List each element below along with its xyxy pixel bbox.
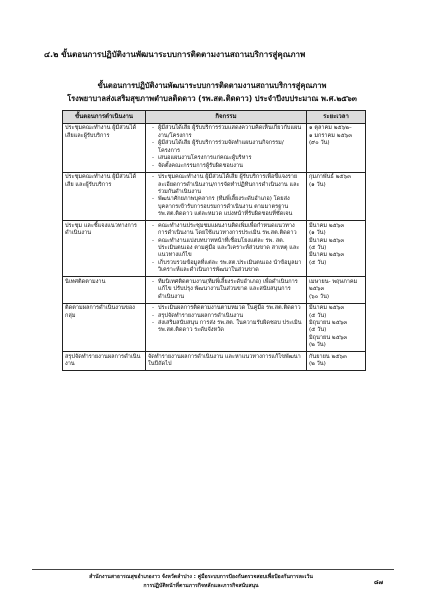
step-cell: ติดตามผลการดำเนินงานของกลุ่ม — [63, 303, 146, 352]
activity-text: ผู้มีส่วนได้เสีย ผู้รับบริการร่วมแสดงความคิดเห็นเกี่ยวกับแผนงาน/โครงการ — [158, 125, 302, 139]
period-line: มีนาคม ๒๕๖๓ — [309, 305, 345, 312]
activities-cell — [146, 303, 307, 352]
activity-text: คณะทำงานประชุมชมแผนงานติดเพิ่มเพื่อกำหนดแนวทางการดำเนินงาน โดยใช้แนวทางการประเมิน รพ.สต.ติดดาว — [158, 222, 297, 237]
table-row — [63, 303, 366, 352]
bullet-dash: - — [151, 312, 155, 319]
activities-cell — [146, 221, 307, 277]
bullet-dash: - — [151, 125, 155, 132]
header-step: ขั้นตอนการดำเนินงาน — [63, 111, 146, 124]
bullet-dash: - — [151, 259, 155, 266]
period-cell — [307, 123, 366, 172]
activity-text: ประชุมคณะทำงาน ผู้มีส่วนได้เสีย ผู้รับบริการเพื่อขี้แจงรายละเอียดการดำเนินงาน/การจัดทำปฏิทินการดำเนินงาน และร่วมกันดำเนินงาน — [158, 174, 300, 195]
footer-line-2: การปฏิบัติหน้าที่ตามภารกิจหลักและภารกิจสนับสนุน — [143, 583, 259, 589]
footer-line-1: สำนักงานสาธารณสุขอำเภองาว จังหวัดลำปาง : คู่มือระบบการป้องกันตรวจสอบเพื่อป้องกันการละเว้น — [89, 574, 313, 580]
bullet-dash: - — [151, 140, 155, 147]
period-line: มิถุนายน ๒๕๖๓ — [309, 334, 348, 341]
period-line: มีนาคม ๒๕๖๓ — [309, 237, 345, 244]
table-header-row — [63, 111, 366, 124]
period-cell — [307, 303, 366, 352]
activity-text: สรุปจัดทำรายงานผลการดำเนินงาน — [158, 312, 244, 319]
period-line: เมษายน- พฤษภาคม ๒๕๖๓ — [309, 278, 358, 293]
step-cell: นิเทศติดตามงาน — [63, 277, 146, 303]
activity-item — [148, 174, 304, 196]
period-line: (๙๐ วัน) — [309, 140, 330, 147]
activity-item — [148, 313, 304, 320]
period-line: มีนาคม ๒๕๖๓ — [309, 222, 345, 229]
period-line: (๕ วัน) — [309, 245, 327, 252]
bullet-dash: - — [151, 305, 155, 312]
activity-text: คณะทำงานแบ่งบทบาทหน้าที่เชื่อมโยงแต่ละ รพ. สต. ประเมินตนเอง ตามคู่มือ และวิเคราะห์ส่วนขาด สาเหตุ และแนวทางแก้ไข — [158, 237, 300, 259]
table-row — [63, 352, 366, 371]
period-cell — [307, 277, 366, 303]
activities-cell — [146, 123, 307, 172]
activity-item — [148, 140, 304, 155]
period-line: มีนาคม ๒๕๖๓ — [309, 252, 345, 259]
header-period: ระยะเวลา — [307, 111, 366, 124]
bullet-dash: - — [151, 278, 155, 285]
period-line: (๖๐ วัน) — [309, 293, 330, 300]
period-cell — [307, 221, 366, 277]
activity-item — [148, 223, 304, 238]
bullet-dash: - — [151, 155, 155, 162]
step-cell: ประชุมคณะทำงาน ผู้มีส่วนได้เสีย และผู้รับบริการ — [63, 172, 146, 221]
activity-text: เก็บรวบรวมข้อมูลที่แต่ละ รพ.สต.ประเมินตนเอง นำข้อมูลมาวิเคราะห์และดำเนินการพัฒนาในส่วนขาด — [158, 259, 302, 274]
activity-item — [148, 155, 304, 162]
activity-item — [148, 196, 304, 218]
activity-item — [148, 279, 304, 301]
activity-text: พัฒนาศักยภาพบุคลากร (ทีมพี่เลี้ยงระดับอำเภอ) โดยส่งบุคลากรเข้ารับการอบรมการดำเนินงาน ตามมาตรฐาน รพ.สต.ติดดาว แต่ละหมวด แบ่งหน้าที่รับผิดชอบที่ชัดเจน — [158, 196, 293, 218]
bullet-dash: - — [151, 196, 155, 203]
period-line: (๒ วัน) — [309, 361, 326, 368]
period-cell — [307, 352, 366, 371]
period-line: กันยายน ๒๕๖๓ — [309, 353, 347, 360]
bullet-dash: - — [151, 162, 155, 169]
activity-item — [148, 125, 304, 140]
activity-text: ผู้มีส่วนได้เสีย ผู้รับบริการร่วมจัดทำแผนงานกิจกรรม/โครงการ — [158, 140, 284, 154]
period-line: (๑ วัน) — [309, 181, 326, 188]
table-row — [63, 221, 366, 277]
activities-cell: จัดทำรายงานผลการดำเนินงาน และหาแนวทางการแก้ไขพัฒนา ในปีถัดไป — [146, 352, 307, 371]
period-line: ๑ มกราคม ๒๕๖๓ — [309, 132, 353, 139]
footer-divider — [32, 569, 394, 570]
period-line: (๑ วัน) — [309, 230, 326, 237]
activity-item — [148, 305, 304, 312]
page-heading: ๔.๒ ขั้นตอนการปฏิบัติงานพัฒนาระบบการติดตามงานสถานบริการสู่คุณภาพ — [44, 50, 306, 59]
period-line: กุมภาพันธ์ ๒๕๖๓ — [309, 174, 351, 181]
bullet-dash: - — [151, 319, 155, 326]
period-line: (๒ วัน) — [309, 342, 326, 349]
period-line: มิถุนายน ๒๕๖๓ — [309, 319, 348, 326]
activity-item — [148, 320, 304, 335]
activity-text: เสนอแผนงานโครงการแก่คณะผู้บริหาร — [158, 155, 252, 162]
activity-item — [148, 163, 304, 170]
period-cell — [307, 172, 366, 221]
step-cell: ประชุมคณะทำงาน ผู้มีส่วนได้เสียและผู้รับบริการ — [63, 123, 146, 172]
activity-text: ส่งเสริมสนับสนุน การส่ง รพ.สต. ในความรับผิดชอบ ประเมิน รพ.สต.ติดดาว ระดับจังหวัด — [158, 319, 302, 334]
activity-item — [148, 260, 304, 275]
bullet-dash: - — [151, 174, 155, 181]
activity-text: ประเมินผลการติดตามงานตามหมวด ในคู่มือ รพ.สต.ติดดาว — [158, 305, 301, 312]
step-cell: ประชุม และชี้แจงแนวทางการดำเนินงาน — [63, 221, 146, 277]
activities-cell — [146, 277, 307, 303]
activity-item — [148, 238, 304, 260]
activities-cell — [146, 172, 307, 221]
period-line: (๕ วัน) — [309, 312, 327, 319]
period-line: ๑ ตุลาคม ๒๕๖๒– — [309, 125, 352, 132]
period-line: (๕ วัน) — [309, 259, 327, 266]
page-number: ๘๗ — [374, 579, 384, 586]
step-cell: สรุปจัดทำรายงานผลการดำเนินงาน — [63, 352, 146, 371]
table-row — [63, 172, 366, 221]
bullet-dash: - — [151, 237, 155, 244]
period-line: (๕ วัน) — [309, 327, 327, 334]
activity-text: ทีมนิเทศติดตามงาน(ทีมพี่เลี้ยงระดับอำเภอ) เพื่อดำเนินการแก้ไข ปรับปรุง พัฒนางานในส่วนขาด และสนับสนุนการดำเนินงาน — [158, 278, 298, 300]
header-activities: กิจกรรม — [146, 111, 307, 124]
bullet-dash: - — [151, 222, 155, 229]
table-subtitle: โรงพยาบาลส่งเสริมสุขภาพตำบลติดดาว (รพ.สต.ติดดาว) ประจำปีงบประมาณ พ.ศ.๒๕๖๓ — [67, 94, 357, 103]
table-title: ขั้นตอนการปฏิบัติงานพัฒนาระบบการติดตามงานสถานบริการสู่คุณภาพ — [97, 81, 327, 90]
table-row — [63, 123, 366, 172]
procedure-table — [62, 110, 366, 371]
table-row — [63, 277, 366, 303]
activity-text: จัดตั้งคณะกรรมการผู้รับผิดชอบงาน — [158, 162, 243, 169]
